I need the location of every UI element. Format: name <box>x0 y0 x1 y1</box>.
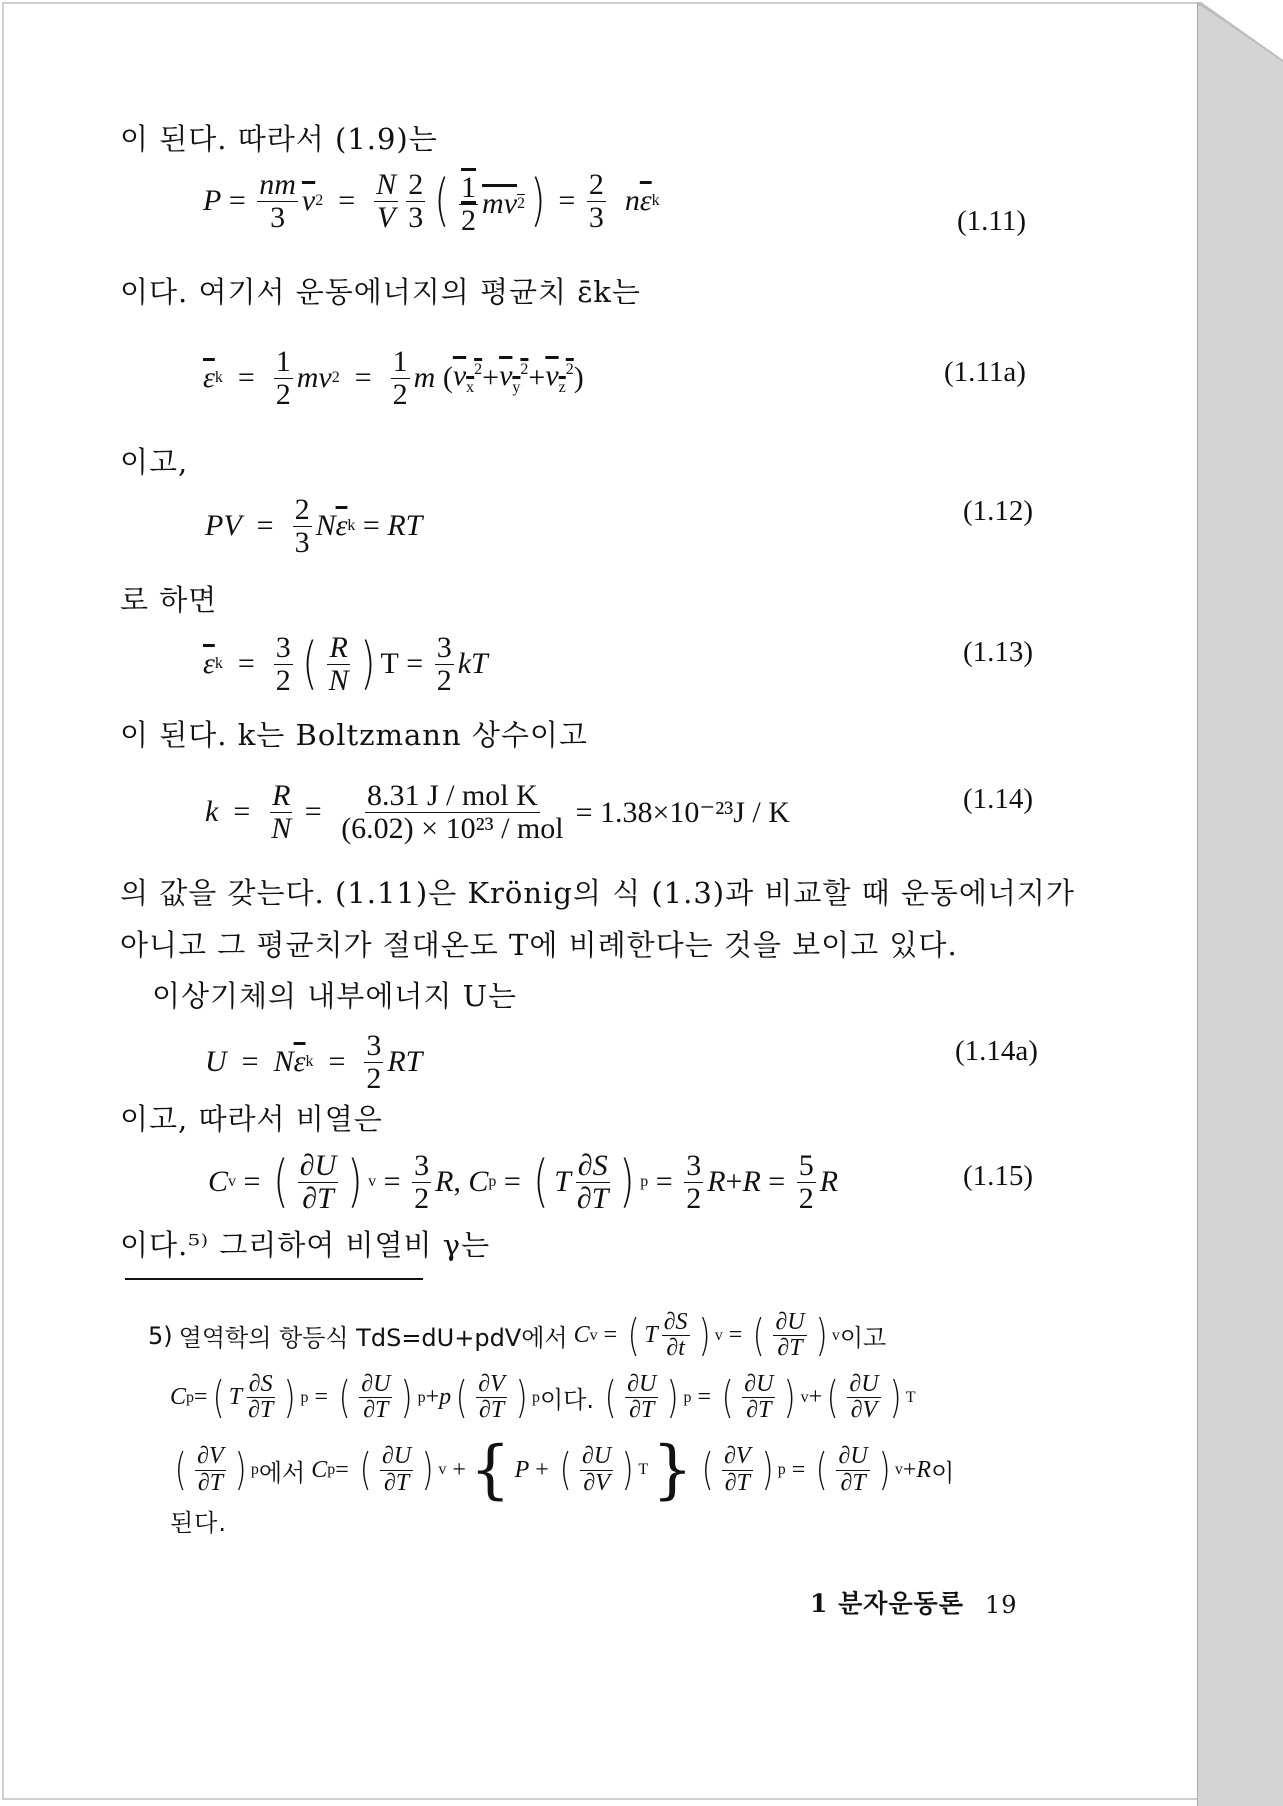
text-line-5: 이 된다. k는 Boltzmann 상수이고 <box>120 718 588 752</box>
text-line-9: 이고, 따라서 비열은 <box>120 1102 383 1136</box>
equation-number: (1.14) <box>963 783 1034 815</box>
equation-1-13: $\overline{\varepsilon}$ k = $\frac{3}{2}$ ( $\frac{R}{N}$ ) T = $\frac{3}{2}$ kT <box>203 631 488 697</box>
footnote-word: 에서 <box>258 1458 306 1487</box>
running-footer-chapter: 1 분자운동론 <box>810 1589 964 1618</box>
equation-number: (1.14a) <box>955 1035 1038 1067</box>
equation-1-11a: $\overline{\varepsilon}$ k = $\frac{1}{2}$ mv 2 = $\frac{1}{2}$ m ( $v_x^2$ + $v_y^2$ + $v_z^2$ ) <box>203 345 584 411</box>
text-line-10: 이다.⁵⁾ 그리하여 비열비 γ는 <box>120 1228 491 1262</box>
equation-1-14a: U = N $\overline{\varepsilon}$ k = $\frac{3}{2}$ RT <box>205 1029 423 1095</box>
text-line-6: 의 값을 갖는다. (1.11)은 Krönig의 식 (1.3)과 비교할 때 운동에너지가 <box>120 876 1075 910</box>
equation-number: (1.13) <box>963 636 1034 668</box>
equation-1-12: PV = $\frac{2}{3}$ N $\overline{\varepsilon}$ k = RT <box>205 493 423 559</box>
text-line-7: 아니고 그 평균치가 절대온도 T에 비례한다는 것을 보이고 있다. <box>120 928 958 962</box>
eq-1-14-result: = 1.38×10⁻²³J / K <box>575 795 790 829</box>
footnote-marker: 5) <box>148 1321 173 1350</box>
footnote-word: 이 <box>931 1458 955 1487</box>
text-line-2: 이다. 여기서 운동에너지의 평균치 ε̄k는 <box>120 275 641 309</box>
footnote-line-4: 된다. <box>170 1509 227 1537</box>
text-line-3: 이고, <box>120 445 189 479</box>
text-line-4: 로 하면 <box>120 583 218 617</box>
text-line-8: 이상기체의 내부에너지 U는 <box>152 979 518 1013</box>
equation-number: (1.11a) <box>944 356 1026 388</box>
footnote-word: 이고 <box>839 1324 887 1353</box>
footnote-line-2: C p = ( T $\frac{\partial S}{\partial T}$ ) p = ( $\frac{\partial U}{\partial T}$ ) p + p ( $\frac{\partial V}{\partial T}$ ) p 이다. ( $\frac{\partial U}{\partial T}$ ) p = ( $\frac{\partial U}{\partial T}$ ) v + ( $\frac{\partial U}{\partial V}$ ) T <box>170 1371 916 1424</box>
page-number: 19 <box>985 1591 1018 1619</box>
equation-1-15: C v = ( $\frac{\partial U}{\partial T}$ ) v = $\frac{3}{2}$ R , C p = ( T $\frac{\partial S}{\partial T}$ ) p = $\frac{3}{2}$ R + R = $\frac{5}{2}$ R <box>208 1149 839 1215</box>
equation-1-14: k = $\frac{R}{N}$ = $\frac{\text{8.31 J / mol K}}{\text{(6.02) × 10²³ / mol}}$ = 1.38×10⁻²³J / K <box>205 779 790 845</box>
eq-1-14-numerator: 8.31 J / mol K <box>366 779 538 812</box>
page-stack-edge <box>1197 0 1283 1806</box>
footnote-line-3: ( $\frac{\partial V}{\partial T}$ ) p 에서 C p = ( $\frac{\partial U}{\partial T}$ ) v + { P + ( $\frac{\partial U}{\partial V}$ ) T } ( $\frac{\partial V}{\partial T}$ ) p = ( $\frac{\partial U}{\partial T}$ ) v + R 이 <box>174 1433 955 1507</box>
footnote-rule <box>125 1278 423 1280</box>
equation-number: (1.11) <box>957 205 1026 237</box>
eq-1-14-denominator: (6.02) × 10²³ / mol <box>341 811 564 845</box>
footnote-lead: 열역학의 항등식 TdS=dU+pdV에서 <box>178 1324 568 1353</box>
equation-number: (1.12) <box>963 495 1034 527</box>
footnote-word: 이다. <box>540 1386 594 1415</box>
equation-number: (1.15) <box>963 1160 1034 1192</box>
footnote-line-1: 5) 열역학의 항등식 TdS=dU+pdV에서 C v = ( T $\frac{\partial S}{\partial t}$ ) v = ( $\frac{\partial U}{\partial T}$ ) v 이고 <box>148 1309 887 1362</box>
equation-1-11: P = $\frac{nm}{3}$ $\overline{v}$ 2 = $\frac{N}{V}$ $\frac{2}{3}$ ( $\frac{1}{2}$ mv 2 ) = $\frac{2}{3}$ n $\overline{\varepsilon}$ k <box>203 168 660 237</box>
text-line-1: 이 된다. 따라서 (1.9)는 <box>120 122 438 156</box>
